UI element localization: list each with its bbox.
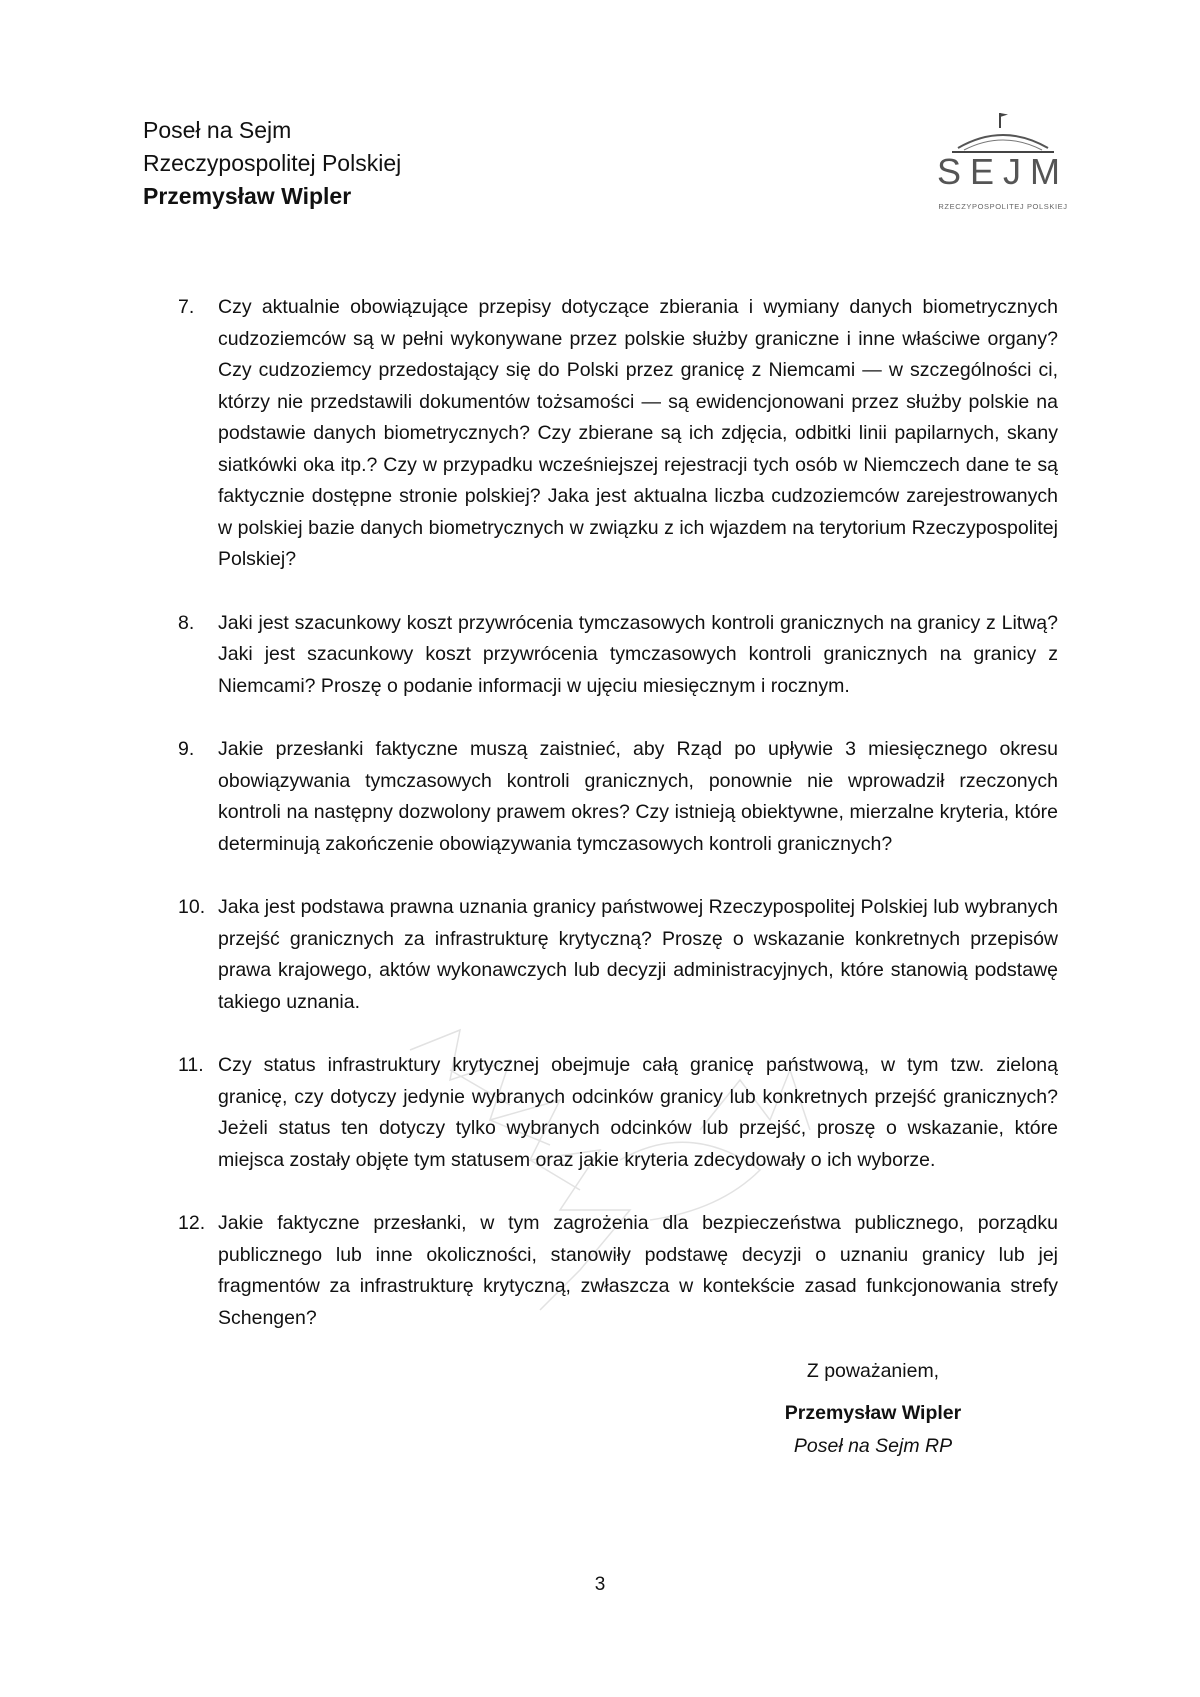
letterhead-country: Rzeczypospolitej Polskiej <box>143 150 402 176</box>
question-item <box>178 734 1058 860</box>
question-text: Czy status infrastruktury krytycznej obejmuje całą granicę państwową, w tym tzw. zieloną granicę, czy dotyczy jedynie wybranych odcinków granicy lub konkretnych przejść granicznych? Jeżeli status ten dotyczy tylko wybranych odcinków lub przejść, proszę o wskazanie, które miejsca zostały objęte tym statusem oraz jakie kryteria zdecydowały o ich wyborze. <box>218 1054 1058 1171</box>
question-list <box>178 292 1058 1366</box>
question-text: Czy aktualnie obowiązujące przepisy dotyczące zbierania i wymiany danych biometrycznych cudzoziemców są w pełni wykonywane przez polskie służby graniczne i inne właściwe organy? Czy cudzoziemcy przedostający się do Polski przez granicę z Niemcami — w szczególności ci, którzy nie przedstawili dokumentów tożsamości — są ewidencjonowani przez służby polskie na podstawie danych biometrycznych? Czy zbierane są ich zdjęcia, odbitki linii papilarnych, skany siatkówki oka itp.? Czy w przypadku wcześniejszej rejestracji tych osób w Niemczech dane te są faktycznie dostępne stronie polskiej? Jaka jest aktualna liczba cudzoziemców zarejestrowanych w polskiej bazie danych biometrycznych w związku z ich wjazdem na terytorium Rzeczypospolitej Polskiej? <box>218 296 1058 570</box>
question-number: 8. <box>178 611 195 634</box>
sejm-building-icon <box>928 110 1078 156</box>
question-number: 10. <box>178 896 206 918</box>
question-item <box>178 1050 1058 1176</box>
letterhead-title: Poseł na Sejm <box>143 117 292 143</box>
sejm-logo-subtitle: RZECZYPOSPOLITEJ POLSKIEJ <box>938 202 1068 211</box>
question-number: 7. <box>178 296 195 318</box>
question-number: 9. <box>178 738 195 760</box>
question-item <box>178 608 1058 703</box>
letterhead <box>143 114 401 213</box>
signature-name: Przemysław Wipler <box>784 1402 962 1424</box>
question-item <box>178 1208 1058 1334</box>
signature-role: Poseł na Sejm RP <box>793 1435 953 1457</box>
page-number: 3 <box>594 1574 606 1595</box>
sejm-logo-word: SEJM <box>936 151 1069 192</box>
sejm-logo <box>928 110 1078 210</box>
question-item <box>178 892 1058 1018</box>
signature-block <box>758 1355 988 1463</box>
question-text: Jakie przesłanki faktyczne muszą zaistnieć, aby Rząd po upływie 3 miesięcznego okresu obowiązywania tymczasowych kontroli granicznych, ponownie nie wprowadził rzeczonych kontroli na następny dozwolony prawem okres? Czy istnieją obiektywne, mierzalne kryteria, które determinują zakończenie obowiązywania tymczasowych kontroli granicznych? <box>218 738 1058 855</box>
question-text: Jakie faktyczne przesłanki, w tym zagrożenia dla bezpieczeństwa publicznego, porządku publicznego lub inne okoliczności, stanowiły podstawę decyzji o uznaniu granicy lub jej fragmentów za infrastrukturę krytyczną, zwłaszcza w kontekście zasad funkcjonowania strefy Schengen? <box>218 1212 1058 1329</box>
question-text: Jaki jest szacunkowy koszt przywrócenia tymczasowych kontroli granicznych na granicy z Litwą? Jaki jest szacunkowy koszt przywrócenia tymczasowych kontroli granicznych na granicy z Niemcami? Proszę o podanie informacji w ujęciu miesięcznym i rocznym. <box>218 611 1058 697</box>
question-number: 12. <box>178 1212 206 1234</box>
question-number: 11. <box>178 1054 204 1076</box>
question-text: Jaka jest podstawa prawna uznania granicy państwowej Rzeczypospolitej Polskiej lub wybranych przejść granicznych za infrastrukturę krytyczną? Proszę o wskazanie konkretnych przepisów prawa krajowego, aktów wykonawczych lub decyzji administracyjnych, które stanowią podstawę takiego uznania. <box>218 896 1058 1013</box>
question-item <box>178 292 1058 576</box>
letterhead-name: Przemysław Wipler <box>143 183 352 209</box>
signature-closing: Z poważaniem, <box>806 1360 940 1382</box>
